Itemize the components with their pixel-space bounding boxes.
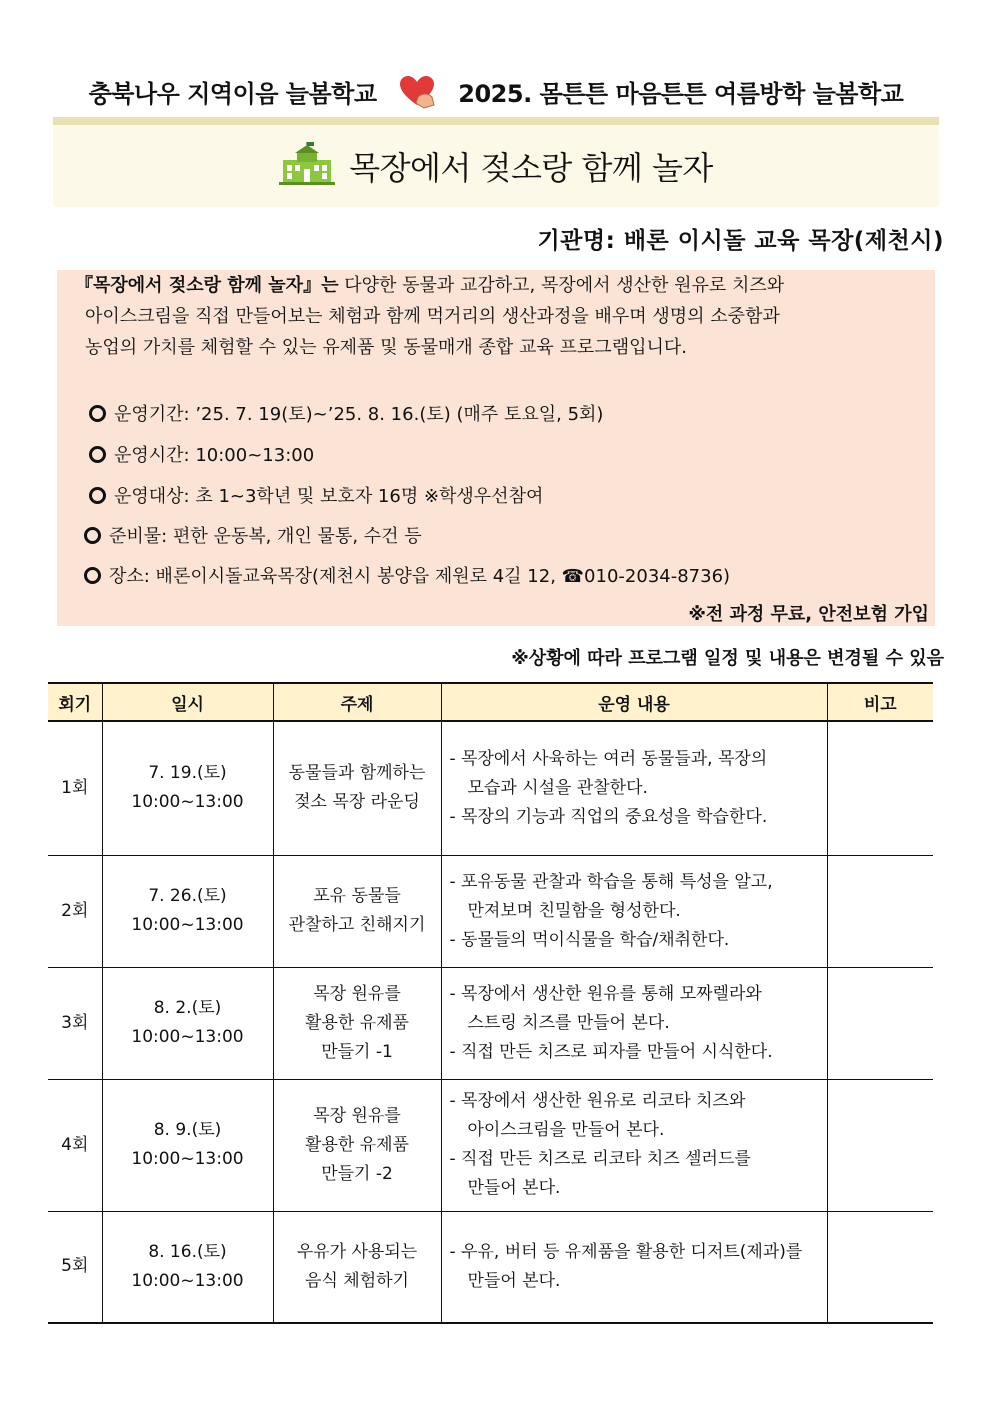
header-content: 운영 내용: [441, 683, 827, 721]
intro-bold: 『목장에서 젖소랑 함께 놀자』는: [75, 275, 339, 296]
topic-cell: 목장 원유를 활용한 유제품 만들기 -1: [273, 967, 441, 1079]
bullet-circle-icon: [89, 446, 106, 463]
detail-supplies: 준비물: 편한 운동복, 개인 물통, 수건 등: [84, 522, 422, 548]
session-cell: 5회: [48, 1211, 102, 1323]
session-cell: 4회: [48, 1079, 102, 1211]
page-title: 목장에서 젖소랑 함께 놀자: [349, 149, 713, 187]
table-header-row: [48, 683, 933, 721]
bullet-circle-icon: [89, 487, 106, 504]
intro-line2: 아이스크림을 직접 만들어보는 체험과 함께 먹거리의 생산과정을 배우며 생명의 소중함과: [85, 306, 780, 327]
heart-hand-icon: [398, 75, 436, 115]
header-note: 비고: [827, 683, 933, 721]
table-row: [48, 855, 933, 967]
topic-cell: 우유가 사용되는 음식 체험하기: [273, 1211, 441, 1323]
bullet-circle-icon: [84, 527, 101, 544]
note-cell: [827, 1211, 933, 1323]
date-cell: 7. 19.(토) 10:00~13:00: [102, 721, 273, 855]
header-right: 2025. 몸튼튼 마음튼튼 여름방학 늘봄학교: [458, 80, 904, 108]
content-cell: - 목장에서 사육하는 여러 동물들과, 목장의 모습과 시설을 관찰한다. - 목장의 기능과 직업의 중요성을 학습한다.: [441, 721, 827, 855]
table-row: [48, 967, 933, 1079]
topic-cell: 동물들과 함께하는 젖소 목장 라운딩: [273, 721, 441, 855]
content-cell: - 목장에서 생산한 원유로 리코타 치즈와 아이스크림을 만들어 본다. - 직접 만든 치즈로 리코타 치즈 셀러드를 만들어 본다.: [441, 1079, 827, 1211]
note-cell: [827, 855, 933, 967]
title-box: [53, 125, 939, 207]
intro-line3: 농업의 가치를 체험할 수 있는 유제품 및 동물매개 종합 교육 프로그램입니다.: [85, 337, 687, 358]
session-cell: 1회: [48, 721, 102, 855]
topic-cell: 포유 동물들 관찰하고 친해지기: [273, 855, 441, 967]
table-row: [48, 721, 933, 855]
content-cell: - 우유, 버터 등 유제품을 활용한 디저트(제과)를 만들어 본다.: [441, 1211, 827, 1323]
school-icon: [279, 142, 335, 190]
info-box: [57, 270, 935, 626]
header-session: 회기: [48, 683, 102, 721]
change-notice: ※상황에 따라 프로그램 일정 및 내용은 변경될 수 있음: [511, 648, 944, 669]
detail-target: 운영대상: 초 1~3학년 및 보호자 16명 ※학생우선참여: [89, 482, 543, 508]
content-cell: - 포유동물 관찰과 학습을 통해 특성을 알고, 만져보며 친밀함을 형성한다. - 동물들의 먹이식물을 학습/채취한다.: [441, 855, 827, 967]
date-cell: 8. 9.(토) 10:00~13:00: [102, 1079, 273, 1211]
date-cell: 7. 26.(토) 10:00~13:00: [102, 855, 273, 967]
title-top-bar: [53, 117, 939, 125]
date-cell: 8. 2.(토) 10:00~13:00: [102, 967, 273, 1079]
bullet-circle-icon: [84, 567, 101, 584]
note-cell: [827, 721, 933, 855]
intro-line1: 다양한 동물과 교감하고, 목장에서 생산한 원유로 치즈와: [338, 275, 785, 296]
free-note: ※전 과정 무료, 안전보험 가입: [688, 604, 929, 625]
header-date: 일시: [102, 683, 273, 721]
topic-cell: 목장 원유를 활용한 유제품 만들기 -2: [273, 1079, 441, 1211]
header-topic: 주제: [273, 683, 441, 721]
content-cell: - 목장에서 생산한 원유를 통해 모짜렐라와 스트링 치즈를 만들어 본다. - 직접 만든 치즈로 피자를 만들어 시식한다.: [441, 967, 827, 1079]
note-cell: [827, 1079, 933, 1211]
intro-text: [75, 270, 915, 363]
session-cell: 2회: [48, 855, 102, 967]
header: [0, 74, 992, 115]
header-left: 충북나우 지역이음 늘봄학교: [88, 80, 377, 108]
bullet-circle-icon: [89, 405, 106, 422]
detail-period: 운영기간: ’25. 7. 19(토)~’25. 8. 16.(토) (매주 토요일, 5회): [89, 400, 603, 426]
detail-location: 장소: 배론이시돌교육목장(제천시 봉양읍 제원로 4길 12, ☎010-2034-8736): [84, 562, 730, 588]
detail-time: 운영시간: 10:00~13:00: [89, 441, 314, 467]
note-cell: [827, 967, 933, 1079]
table-row: [48, 1079, 933, 1211]
date-cell: 8. 16.(토) 10:00~13:00: [102, 1211, 273, 1323]
table-row: [48, 1211, 933, 1323]
organization-name: 기관명: 배론 이시돌 교육 목장(제천시): [537, 228, 944, 254]
schedule-table: [48, 682, 933, 1324]
session-cell: 3회: [48, 967, 102, 1079]
